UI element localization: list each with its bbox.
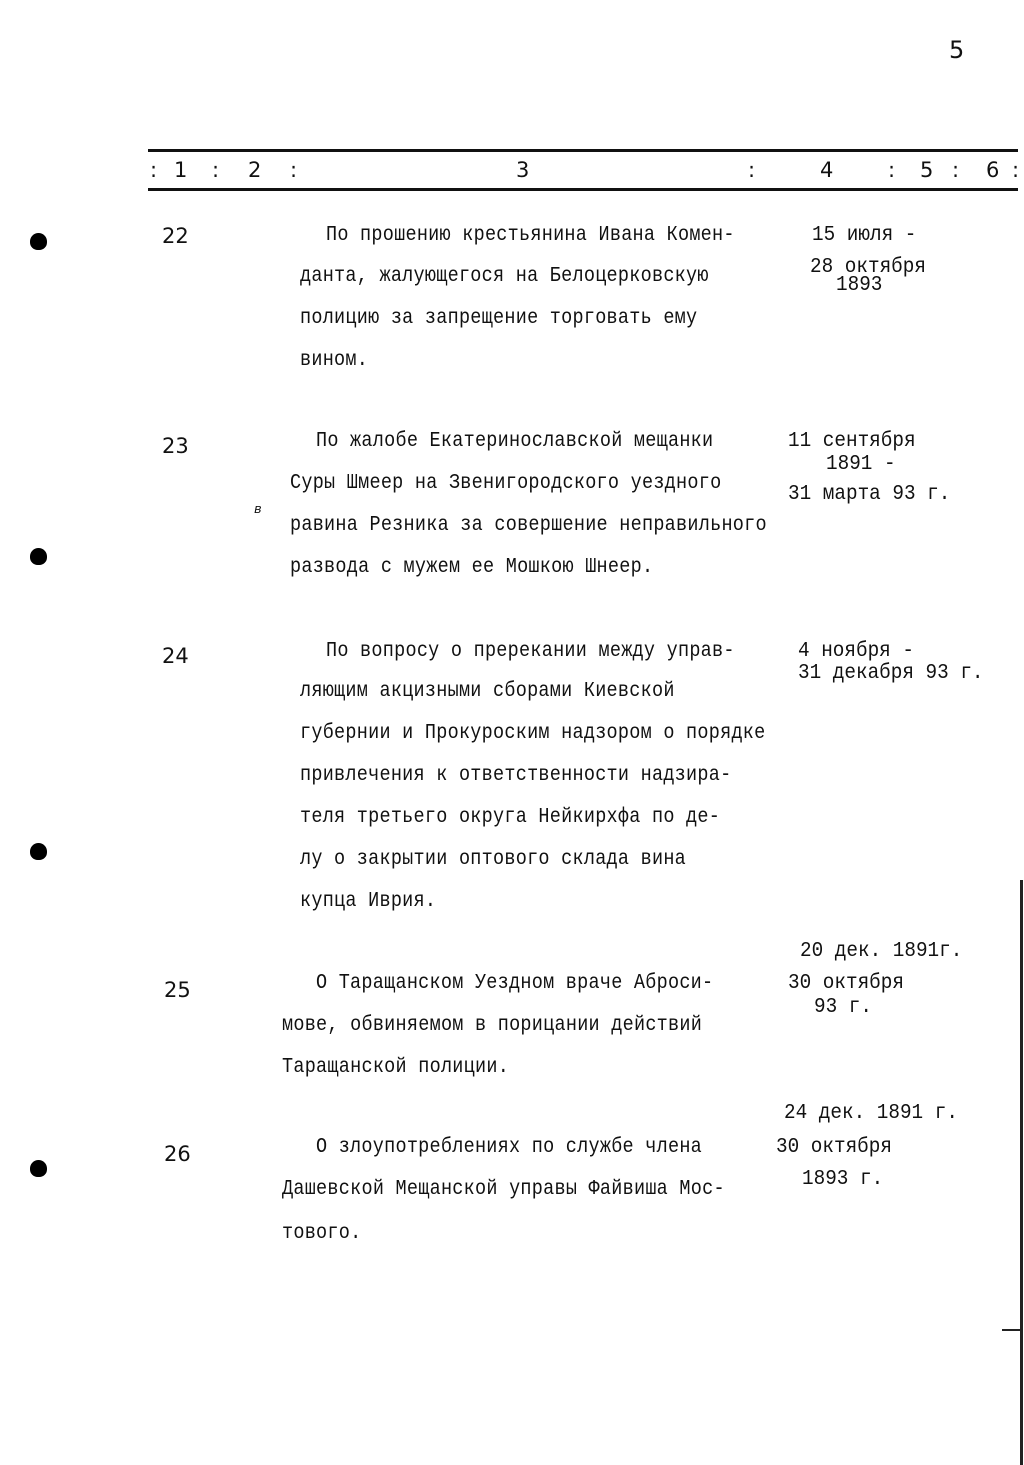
column-header-3: 3 <box>516 158 530 182</box>
column-separator: : <box>1012 158 1020 182</box>
column-header-5: 5 <box>920 158 934 182</box>
entry-date: 93 г. <box>814 996 872 1019</box>
entry-text-line: По жалобе Екатеринославской мещанки <box>316 430 714 453</box>
entry-number: 22 <box>162 224 189 248</box>
entry-text-line: По прошению крестьянина Ивана Комен- <box>326 224 735 247</box>
entry-date: 1893 г. <box>802 1168 884 1191</box>
column-header-6: 6 <box>986 158 1000 182</box>
entry-date: 20 дек. 1891г. <box>800 940 963 963</box>
entry-text-line: О Таращанском Уездном враче Аброси- <box>316 972 714 995</box>
column-header-4: 4 <box>820 158 834 182</box>
punch-hole-icon <box>30 548 47 565</box>
handwritten-insertion: в <box>254 502 262 517</box>
punch-hole-icon <box>30 1160 47 1177</box>
entry-text-line: ляющим акцизными сборами Киевской <box>300 680 675 703</box>
entry-number: 23 <box>162 434 189 458</box>
entry-text-line: полицию за запрещение торговать ему <box>300 307 698 330</box>
punch-hole-icon <box>30 233 47 250</box>
entry-text-line: лу о закрытии оптового склада вина <box>300 848 687 871</box>
column-separator: : <box>150 158 158 182</box>
column-separator: : <box>952 158 960 182</box>
entry-date: 31 декабря 93 г. <box>798 662 984 685</box>
entry-text-line: развода с мужем ее Мошкою Шнеер. <box>290 556 654 579</box>
entry-text-line: О злоупотреблениях по службе члена <box>316 1136 703 1159</box>
column-header-1: 1 <box>174 158 188 182</box>
column-header-2: 2 <box>248 158 262 182</box>
header-rule-bottom <box>148 188 1018 191</box>
entry-date: 30 октября <box>776 1136 892 1159</box>
entry-date: 1893 <box>836 274 883 297</box>
column-separator: : <box>888 158 896 182</box>
entry-text-line: вином. <box>300 349 369 372</box>
punch-hole-icon <box>30 843 47 860</box>
entry-date: 31 марта 93 г. <box>788 483 951 506</box>
entry-text-line: Таращанской полиции. <box>282 1056 510 1079</box>
header-rule-top <box>148 149 1018 152</box>
entry-date: 24 дек. 1891 г. <box>784 1102 958 1125</box>
entry-text-line: теля третьего округа Нейкирхфа по де- <box>300 806 721 829</box>
entry-date: 30 октября <box>788 972 904 995</box>
entry-date: 1891 - <box>826 453 896 476</box>
entry-date: 4 ноября - <box>798 640 914 663</box>
entry-text-line: привлечения к ответственности надзира- <box>300 764 732 787</box>
entry-text-line: Дашевской Мещанской управы Файвиша Мос- <box>282 1178 725 1201</box>
entry-text-line: равина Резника за совершение неправильного <box>290 514 767 537</box>
column-separator: : <box>212 158 220 182</box>
entry-date: 11 сентября <box>788 430 916 453</box>
entry-text-line: Суры Шмеер на Звенигородского уездного <box>290 472 722 495</box>
scan-edge-line <box>1020 880 1023 1465</box>
entry-date: 15 июля - <box>812 224 917 247</box>
entry-text-line: мове, обвиняемом в порицании действий <box>282 1014 703 1037</box>
entry-text-line: данта, жалующегося на Белоцерковскую <box>300 265 709 288</box>
column-separator: : <box>748 158 756 182</box>
page-number: 5 <box>949 36 965 64</box>
entry-number: 26 <box>164 1142 191 1166</box>
column-separator: : <box>290 158 298 182</box>
entry-text-line: купца Иврия. <box>300 890 437 913</box>
entry-date: 28 октября <box>810 256 926 279</box>
entry-number: 25 <box>164 978 191 1002</box>
entry-text-line: губернии и Прокуроским надзором о порядке <box>300 722 766 745</box>
entry-number: 24 <box>162 644 189 668</box>
scan-edge-mark <box>1002 1329 1022 1331</box>
entry-text-line: По вопросу о пререкании между управ- <box>326 640 735 663</box>
entry-text-line: тового. <box>282 1222 362 1245</box>
